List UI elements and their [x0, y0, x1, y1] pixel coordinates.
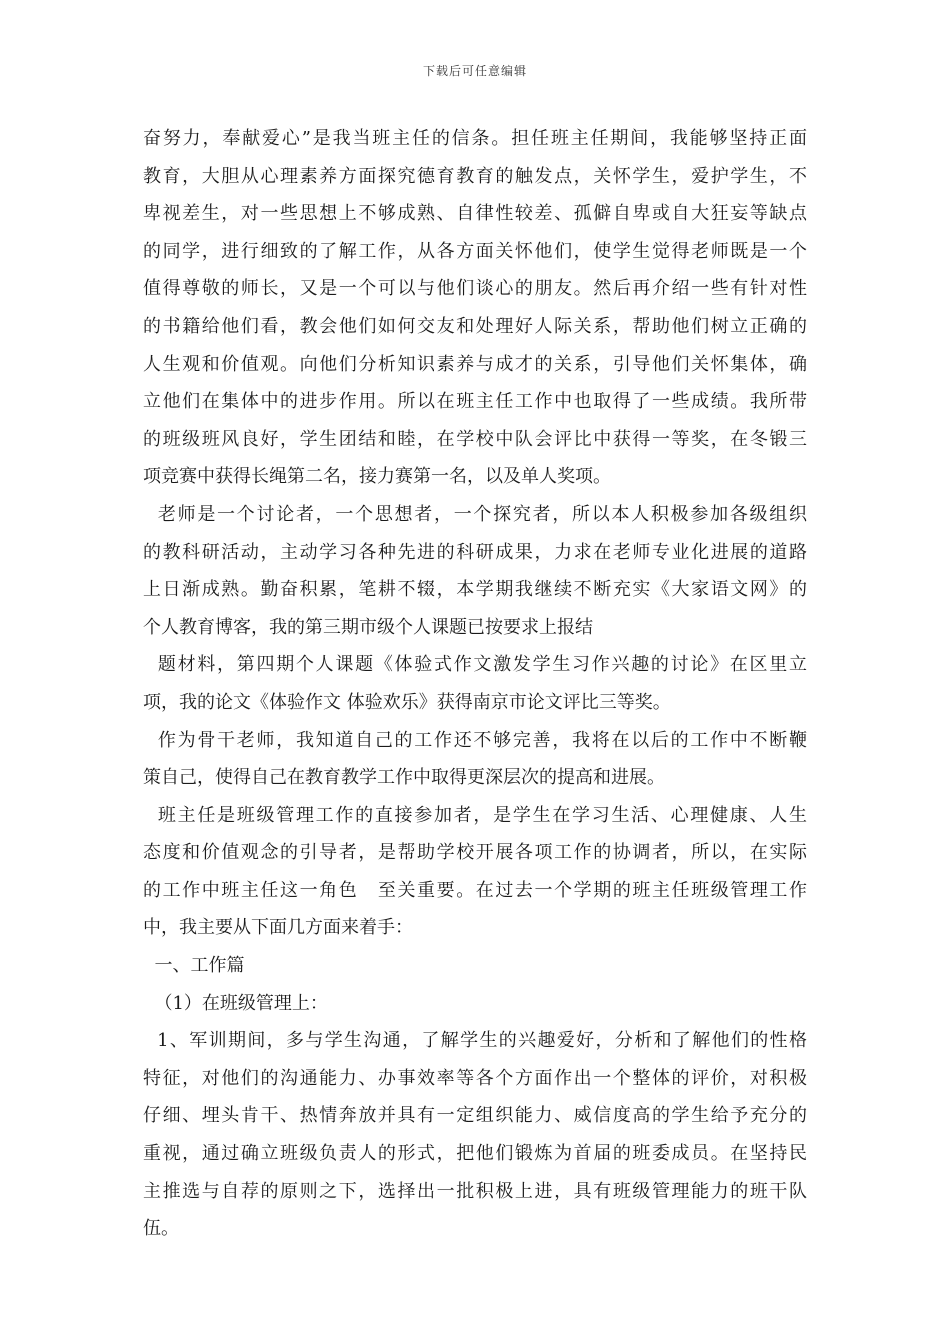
text-line: 态度和价值观念的引导者，是帮助学校开展各项工作的协调者，所以，在实际	[143, 842, 807, 864]
text-line: 卑视差生，对一些思想上不够成熟、自律性较差、孤僻自卑或自大狂妄等缺点	[143, 203, 807, 225]
text-line: 的同学，进行细致的了解工作，从各方面关怀他们，使学生觉得老师既是一个	[143, 240, 807, 262]
text-line: 作为骨干老师，我知道自己的工作还不够完善，我将在以后的工作中不断鞭	[143, 729, 807, 751]
text-line: 的工作中班主任这一角色 至关重要。在过去一个学期的班主任班级管理工作	[143, 879, 807, 901]
document-body	[143, 120, 807, 1248]
text-line: 项，我的论文《体验作文 体验欢乐》获得南京市论文评比三等奖。	[143, 691, 671, 713]
text-line: 值得尊敬的师长，又是一个可以与他们谈心的朋友。然后再介绍一些有针对性	[143, 278, 807, 300]
text-line: 1、军训期间，多与学生沟通，了解学生的兴趣爱好，分析和了解他们的性格	[143, 1030, 807, 1052]
text-line: 的书籍给他们看，教会他们如何交友和处理好人际关系，帮助他们树立正确的	[143, 315, 807, 337]
text-line: 项竞赛中获得长绳第二名，接力赛第一名，以及单人奖项。	[143, 466, 611, 488]
text-line: 策自己，使得自己在教育教学工作中取得更深层次的提高和进展。	[143, 767, 665, 789]
text-line: 教育，大胆从心理素养方面探究德育教育的触发点，关怀学生，爱护学生，不	[143, 165, 807, 187]
text-line: 立他们在集体中的进步作用。所以在班主任工作中也取得了一些成绩。我所带	[143, 391, 807, 413]
text-line: 个人教育博客，我的第三期市级个人课题已按要求上报结	[143, 616, 593, 638]
text-line: 人生观和价值观。向他们分析知识素养与成才的关系，引导他们关怀集体，确	[143, 353, 807, 375]
text-line: 的教科研活动，主动学习各种先进的科研成果，力求在老师专业化进展的道路	[143, 541, 807, 563]
section-heading: 一、工作篇	[143, 955, 245, 977]
text-line: 奋努力，奉献爱心”是我当班主任的信条。担任班主任期间，我能够坚持正面	[143, 128, 807, 149]
text-line: 的班级班风良好，学生团结和睦，在学校中队会评比中获得一等奖，在冬锻三	[143, 428, 807, 450]
text-line: 主推选与自荐的原则之下，选择出一批积极上进，具有班级管理能力的班干队	[143, 1180, 807, 1202]
subsection-heading: （1）在班级管理上：	[143, 992, 328, 1014]
text-line: 上日渐成熟。勤奋积累，笔耕不辍，本学期我继续不断充实《大家语文网》的	[143, 579, 807, 601]
text-line: 老师是一个讨论者，一个思想者，一个探究者，所以本人积极参加各级组织	[143, 503, 807, 525]
text-line: 特征，对他们的沟通能力、办事效率等各个方面作出一个整体的评价，对积极	[143, 1067, 807, 1089]
text-line: 中，我主要从下面几方面来着手：	[143, 917, 413, 939]
page-header: 下载后可任意编辑	[422, 64, 527, 78]
text-line: 题材料，第四期个人课题《体验式作文激发学生习作兴趣的讨论》在区里立	[143, 654, 807, 676]
text-line: 仔细、埋头肯干、热情奔放并具有一定组织能力、威信度高的学生给予充分的	[143, 1105, 807, 1127]
text-line: 伍。	[143, 1218, 179, 1240]
text-line: 班主任是班级管理工作的直接参加者，是学生在学习生活、心理健康、人生	[143, 804, 807, 826]
text-line: 重视，通过确立班级负责人的形式，把他们锻炼为首届的班委成员。在坚持民	[143, 1143, 807, 1165]
